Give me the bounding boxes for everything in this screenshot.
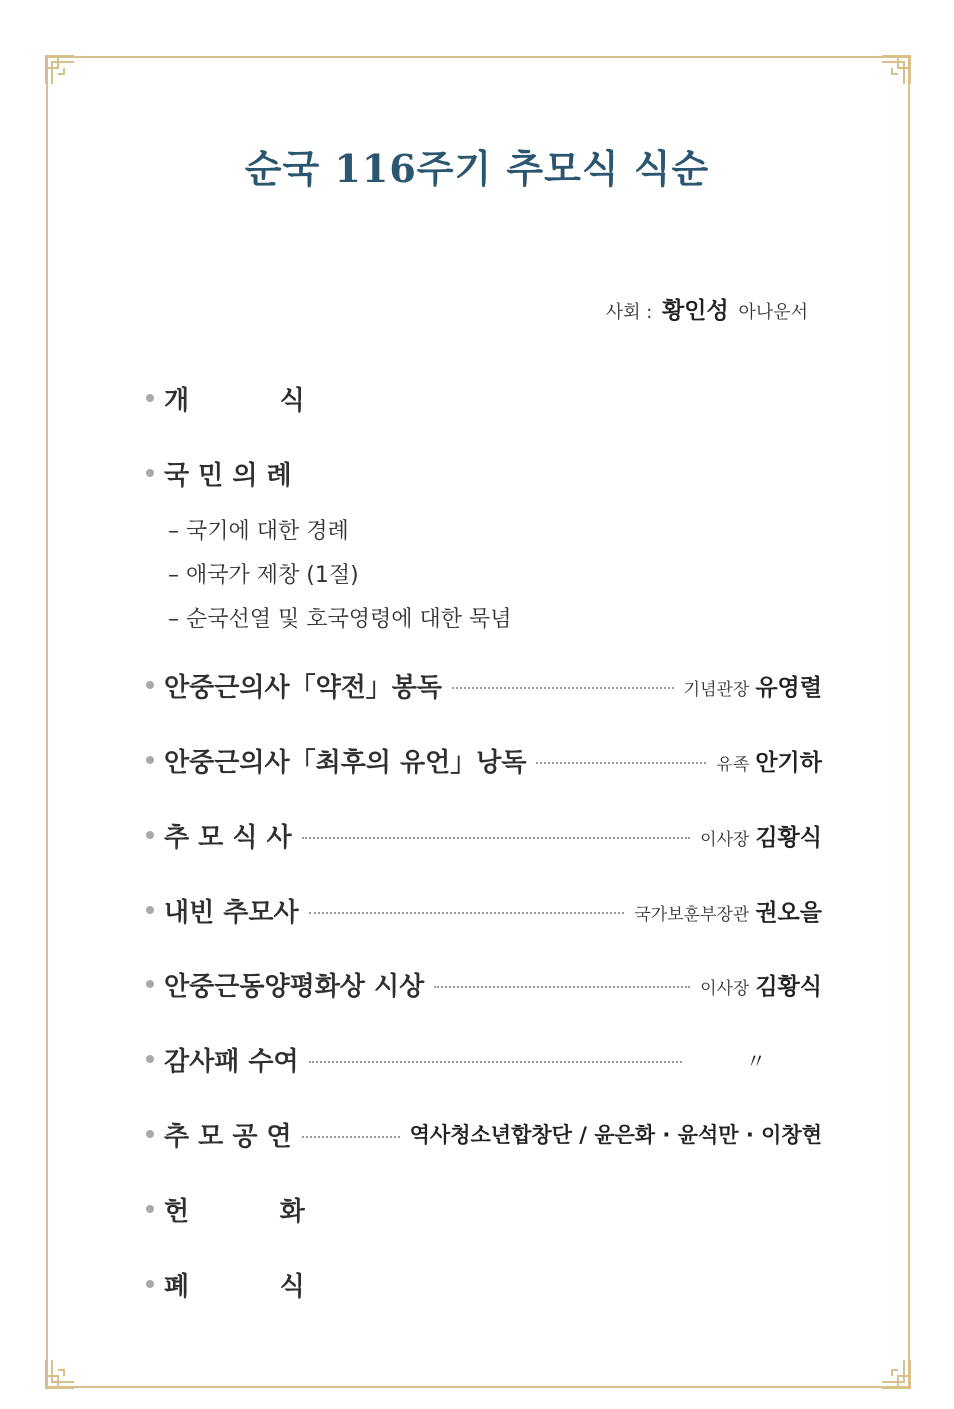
responsible-name: 안기하	[755, 749, 822, 776]
bullet-icon	[146, 906, 154, 914]
responsible-role: 유족	[716, 754, 750, 775]
item-responsible	[700, 819, 822, 852]
leader-dots	[309, 912, 625, 914]
responsible-name: 권오을	[755, 899, 822, 926]
bullet-icon	[146, 394, 154, 402]
emcee-role: 사회 :	[605, 302, 653, 323]
item-responsible	[700, 968, 822, 1001]
leader-dots	[434, 986, 690, 988]
leader-dots	[309, 1061, 682, 1063]
program-item-biography-reading	[146, 665, 822, 705]
corner-ornament	[44, 1358, 76, 1390]
item-label: 헌 화	[164, 1196, 305, 1227]
sub-item-flag-salute: – 국기에 대한 경례	[168, 519, 349, 544]
item-label: 안중근동양평화상 시상	[164, 971, 425, 1002]
program-item-opening	[146, 378, 822, 418]
ditto-mark: 〃	[746, 1048, 766, 1073]
item-label: 개 식	[164, 385, 305, 416]
program-item-memorial-performance	[146, 1114, 822, 1154]
leader-dots	[302, 837, 690, 839]
item-label: 감사패 수여	[164, 1046, 299, 1077]
program-item-memorial-address	[146, 815, 822, 855]
program-item-guest-address	[146, 890, 822, 930]
emcee-name: 황인성	[662, 298, 729, 324]
item-responsible	[746, 1045, 766, 1074]
responsible-name: 유영렬	[755, 674, 822, 701]
responsible-name: 김황식	[755, 973, 822, 1000]
item-label: 안중근의사「최후의 유언」낭독	[164, 747, 527, 778]
program-item-plaque-presentation	[146, 1039, 822, 1079]
item-label: 추 모 공 연	[164, 1121, 292, 1152]
emcee-line	[606, 292, 808, 325]
leader-dots	[302, 1136, 400, 1138]
corner-ornament	[880, 54, 912, 86]
bullet-icon	[146, 831, 154, 839]
bullet-icon	[146, 756, 154, 764]
performers: 역사청소년합창단 / 윤은화 · 윤석만 · 이창현	[409, 1123, 822, 1147]
program-item-peace-award	[146, 964, 822, 1004]
program-item-flower-offering	[146, 1189, 822, 1229]
responsible-role: 기념관장	[683, 679, 750, 700]
corner-ornament	[44, 54, 76, 86]
bullet-icon	[146, 1055, 154, 1063]
bullet-icon	[146, 681, 154, 689]
item-label: 안중근의사「약전」봉독	[164, 672, 443, 703]
bullet-icon	[146, 1280, 154, 1288]
responsible-role: 이사장	[700, 829, 750, 850]
item-label: 추 모 식 사	[164, 822, 292, 853]
item-responsible	[716, 744, 822, 777]
bullet-icon	[146, 469, 154, 477]
responsible-role: 국가보훈부장관	[634, 904, 750, 925]
program-item-closing	[146, 1264, 822, 1304]
responsible-role: 이사장	[700, 978, 750, 999]
leader-dots	[536, 762, 706, 764]
bullet-icon	[146, 1130, 154, 1138]
item-label: 내빈 추모사	[164, 897, 299, 928]
bullet-icon	[146, 980, 154, 988]
sub-item-anthem: – 애국가 제창 (1절)	[168, 563, 359, 588]
item-label: 국 민 의 례	[164, 460, 292, 491]
page-title: 순국 116주기 추모식 식순	[244, 146, 710, 191]
sub-item-silent-tribute: – 순국선열 및 호국영령에 대한 묵념	[168, 607, 512, 632]
emcee-title: 아나운서	[738, 302, 808, 323]
leader-dots	[452, 687, 674, 689]
item-responsible	[634, 894, 822, 927]
responsible-name: 김황식	[755, 824, 822, 851]
item-label: 폐 식	[164, 1271, 305, 1302]
item-responsible	[684, 669, 822, 702]
program-item-national-ceremony	[146, 453, 822, 493]
item-responsible	[410, 1119, 822, 1149]
bullet-icon	[146, 1205, 154, 1213]
corner-ornament	[880, 1358, 912, 1390]
program-item-last-will-reading	[146, 740, 822, 780]
